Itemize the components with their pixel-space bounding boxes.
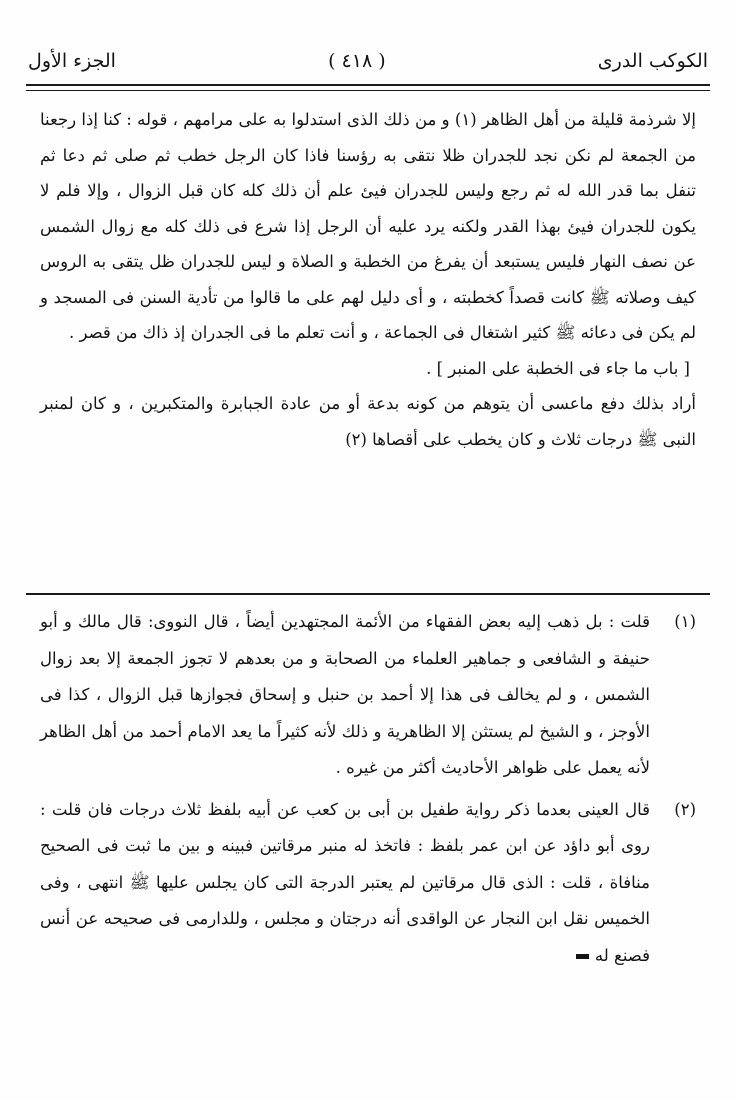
volume-label: الجزء الأول xyxy=(28,50,116,72)
header-rule-thin xyxy=(26,90,710,91)
footnote-number: (٢) xyxy=(674,799,696,819)
chapter-heading: [ باب ما جاء فى الخطبة على المنبر ] . xyxy=(426,358,690,378)
footnote-number: (١) xyxy=(674,612,696,631)
footnote-text: قلت : بل ذهب إليه بعض الفقهاء من الأئمة المجتهدين أيضاً ، قال النووى: قال مالك و أبو حنيفة و الشافعى و جماهير العلماء من الصحابة و من بعدهم لا تجوز الجمعة إلا بعد زوال الشمس ، و لم يخالف فى هذا إلا أحمد بن حنبل و إسحاق فجوازها قبل الزوال ، كذا فى الأوجز ، و الشيخ لم يستثن إلا الظاهرية و ذلك لأنه كثيراً ما يعد الامام أحمد من أهل الظاهر لأنه يعمل على ظواهر الأحاديث أكثر من غيره . xyxy=(40,612,650,777)
chapter-paragraph: أراد بذلك دفع ماعسى أن يتوهم من كونه بدعة أو من عادة الجبابرة والمتكبرين ، و كان لمنبر النبى ﷺ درجات ثلاث و كان يخطب على أقصاها (٢) xyxy=(40,394,696,449)
main-paragraph: إلا شرذمة قليلة من أهل الظاهر (١) و من ذلك الذى استدلوا به على مرامهم ، قوله : كنا إذا رجعنا من الجمعة لم نكن نجد للجدران ظلا نتقى به رؤسنا فاذا كان الرجل خطب ثم صلى ثم دعا ثم تنفل بما قدر الله له ثم رجع وليس للجدران فيئ علم أن ذلك كله كان قبل الزوال ، وإلا فلم لا يكون للجدران فيئ بهذا القدر ولكنه يرد عليه أن الرجل إذا شرع فى ذلك كله مع زوال الشمس عن نصف النهار فليس يستبعد أن يفرغ من الخطبة و الصلاة و ليس للجدران ظل يتقى به الروس كيف وصلاته ﷺ كانت قصداً كخطبته ، و أى دليل لهم على ما قالوا من تأدية السنن فى المسجد و لم يكن فى دعائه ﷺ كثير اشتغال فى الجماعة ، و أنت تعلم ما فى الجدران إذ ذاك من قصر . xyxy=(40,110,696,342)
footnotes xyxy=(40,604,696,974)
footnote xyxy=(40,604,696,787)
header-rule-thick xyxy=(26,84,710,86)
footnote-text: قال العينى بعدما ذكر رواية طفيل بن أبى بن كعب عن أبيه بلفظ ثلاث درجات فان قلت : روى أبو داؤد عن ابن عمر بلفظ : فاتخذ له منبر مرقاتين فبينه و بين ما ثبت فى الصحيح منافاة ، قلت : الذى قال مرقاتين لم يعتبر الدرجة التى كان يجلس عليها ﷺ انتهى ، وفى الخميس نقل ابن النجار عن الواقدى أنه درجتان و مجلس ، وللدارمى فى صحيحه عن أنس فصنع له xyxy=(40,799,650,965)
continuation-mark xyxy=(576,954,589,959)
main-text xyxy=(40,102,696,457)
page-header xyxy=(28,44,708,78)
page-number: ( ٤١٨ ) xyxy=(328,50,386,72)
footnote xyxy=(40,792,696,975)
book-title: الكوكب الدرى xyxy=(597,50,708,72)
footnote-separator xyxy=(26,593,710,595)
